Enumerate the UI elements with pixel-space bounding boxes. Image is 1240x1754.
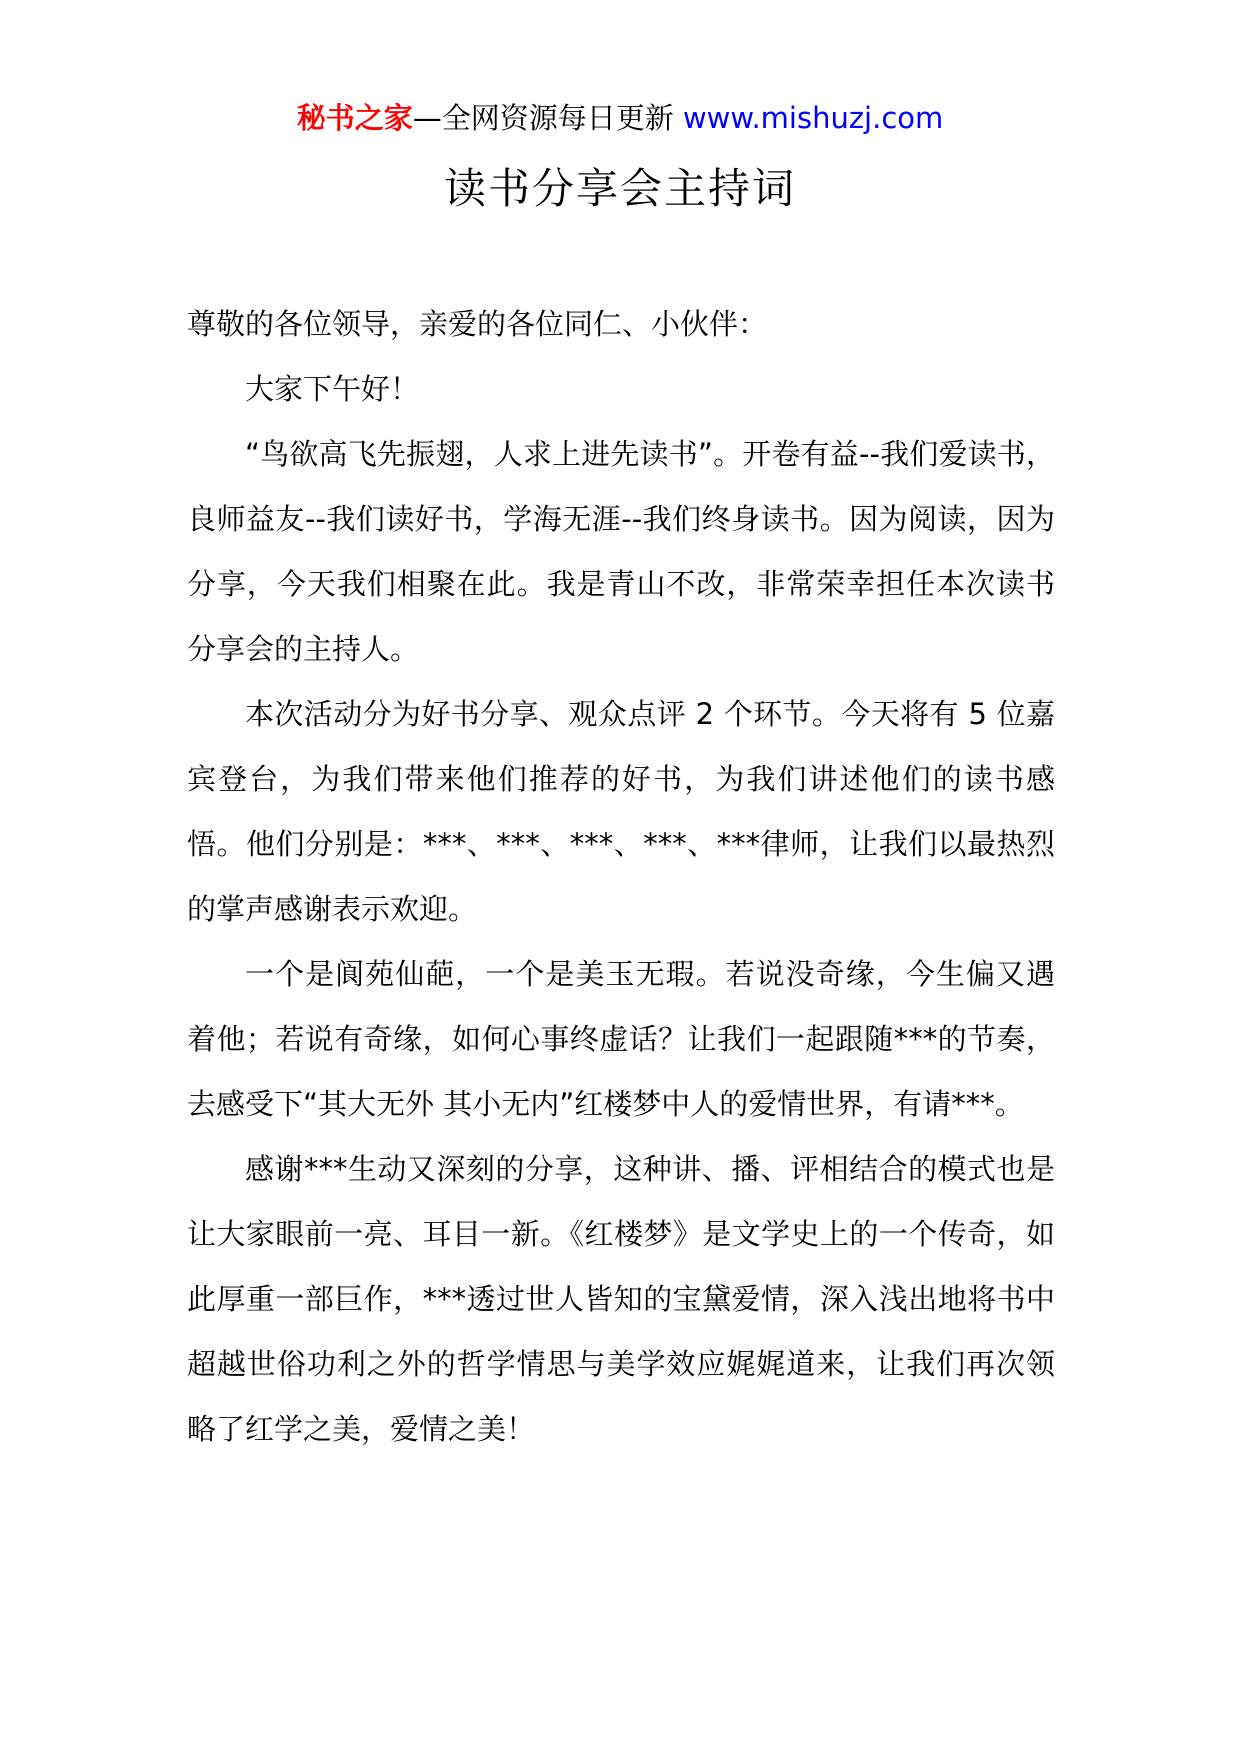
salutation: 尊敬的各位领导，亲爱的各位同仁、小伙伴： — [187, 307, 768, 341]
brand-name: 秘书之家 — [296, 101, 413, 135]
document-body — [187, 292, 1055, 1462]
site-header — [0, 98, 1240, 138]
paragraph-introduction: 一个是阆苑仙葩，一个是美玉无瑕。若说没奇缘，今生偏又遇着他；若说有奇缘，如何心事终虚话？让我们一起跟随***的节奏，去感受下“其大无外 其小无内”红楼梦中人的爱情世界，有请***。 — [187, 957, 1055, 1121]
document-title: 读书分享会主持词 — [443, 164, 796, 213]
paragraph-thanks: 感谢***生动又深刻的分享，这种讲、播、评相结合的模式也是让大家眼前一亮、耳目一新。《红楼梦》是文学史上的一个传奇，如此厚重一部巨作，***透过世人皆知的宝黛爱情，深入浅出地将书中超越世俗功利之外的哲学情思与美学效应娓娓道来，让我们再次领略了红学之美，爱情之美！ — [187, 1152, 1055, 1446]
paragraph-greeting: 大家下午好！ — [245, 372, 420, 406]
paragraph-opening: “鸟欲高飞先振翅，人求上进先读书”。开卷有益--我们爱读书，良师益友--我们读好书，学海无涯--我们终身读书。因为阅读，因为分享，今天我们相聚在此。我是青山不改，非常荣幸担任本次读书分享会的主持人。 — [187, 437, 1055, 666]
paragraph-agenda: 本次活动分为好书分享、观众点评 2 个环节。今天将有 5 位嘉宾登台，为我们带来他们推荐的好书，为我们讲述他们的读书感悟。他们分别是：***、***、***、***、***律师，让我们以最热烈的掌声感谢表示欢迎。 — [187, 697, 1055, 926]
site-url-link[interactable]: www.mishuzj.com — [682, 101, 944, 135]
header-slogan: —全网资源每日更新 — [412, 101, 674, 135]
